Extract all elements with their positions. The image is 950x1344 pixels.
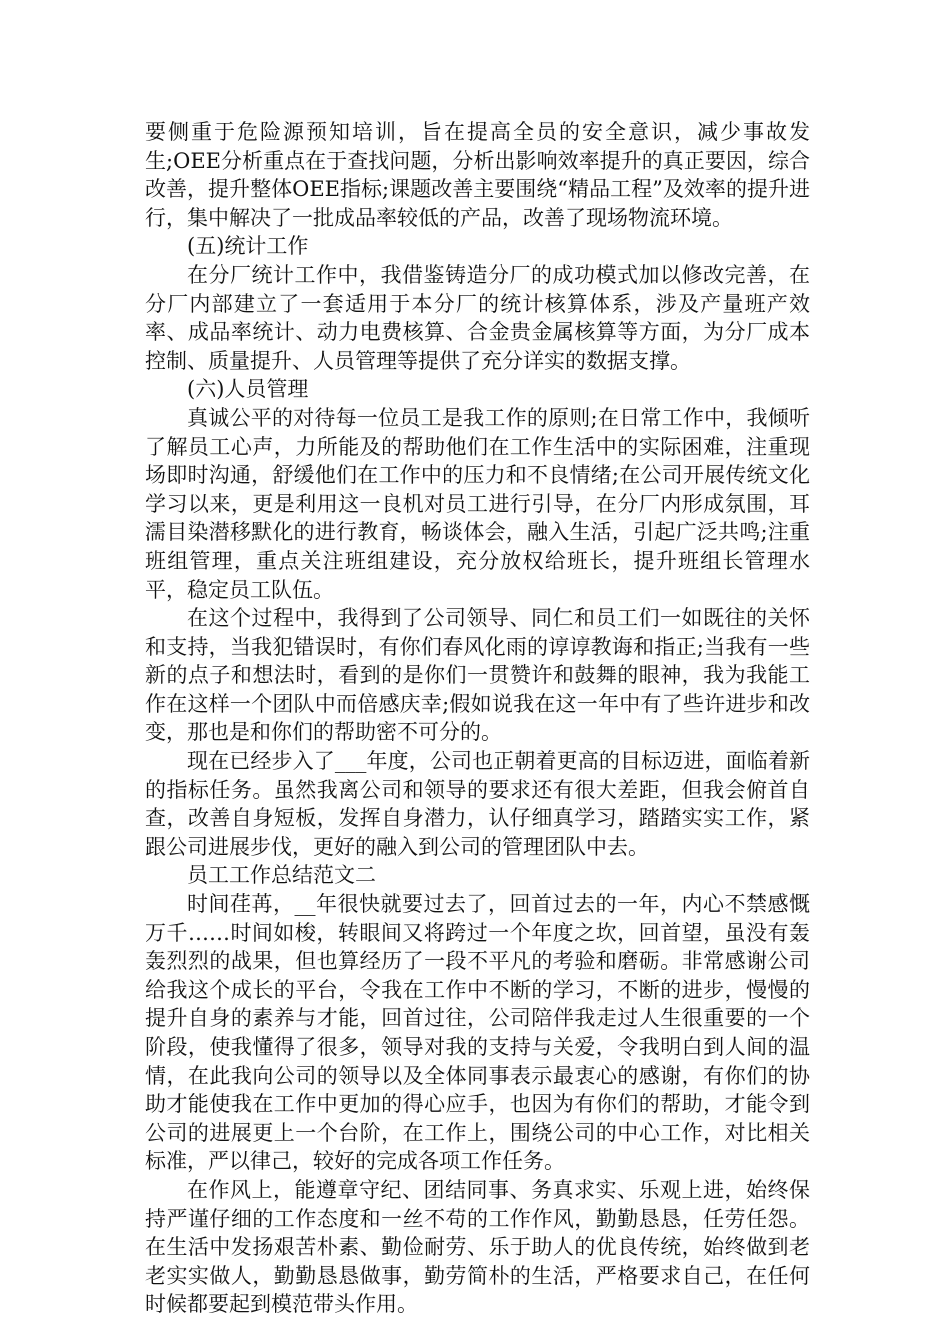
paragraph-safety-training: 要侧重于危险源预知培训，旨在提高全员的安全意识，减少事故发生;OEE分析重点在于查找问题，分析出影响效率提升的真正要因，综合改善，提升整体OEE指标;课题改善主要围绕“精品工程”及效率的提升进行，集中解决了一批成品率较低的产品，改善了现场物流环境。 — [145, 120, 810, 230]
document-page — [145, 118, 810, 1319]
paragraph-work-style: 在作风上，能遵章守纪、团结同事、务真求实、乐观上进，始终保持严谨仔细的工作态度和一丝不苟的工作作风，勤勤恳恳，任劳任怨。在生活中发扬艰苦朴素、勤俭耐劳、乐于助人的优良传统，始终做到老老实实做人，勤勤恳恳做事，勤劳简朴的生活，严格要求自己，在任何时候都要起到模范带头作用。 — [145, 1177, 810, 1317]
paragraph-year-review: 时间荏苒，__年很快就要过去了，回首过去的一年，内心不禁感慨万千……时间如梭，转眼间又将跨过一个年度之坎，回首望，虽没有轰轰烈烈的战果，但也算经历了一段不平凡的考验和磨砺。非常感谢公司给我这个成长的平台，令我在工作中不断的学习，不断的进步，慢慢的提升自身的素养与才能，回首过往，公司陪伴我走过人生很重要的一个阶段，使我懂得了很多，领导对我的支持与关爱，令我明白到人间的温情，在此我向公司的领导以及全体同事表示最衷心的感谢，有你们的协助才能使我在工作中更加的得心应手，也因为有你们的帮助，才能令到公司的进展更上一个台阶，在工作上，围绕公司的中心工作，对比相关标准，严以律己，较好的完成各项工作任务。 — [145, 892, 810, 1174]
section-heading-sample-two: 员工工作总结范文二 — [187, 863, 376, 888]
section-heading-personnel: (六)人员管理 — [187, 377, 309, 402]
paragraph-personnel: 真诚公平的对待每一位员工是我工作的原则;在日常工作中，我倾听了解员工心声，力所能及的帮助他们在工作生活中的实际困难，注重现场即时沟通，舒缓他们在工作中的压力和不良情绪;在公司开展传统文化学习以来，更是利用这一良机对员工进行引导，在分厂内形成氛围，耳濡目染潜移默化的进行教育，畅谈体会，融入生活，引起广泛共鸣;注重班组管理，重点关注班组建设，充分放权给班长，提升班组长管理水平，稳定员工队伍。 — [145, 405, 810, 602]
paragraph-outlook: 现在已经步入了___年度，公司也正朝着更高的目标迈进，面临着新的指标任务。虽然我离公司和领导的要求还有很大差距，但我会俯首自查，改善自身短板，发挥自身潜力，认仔细真学习，踏踏实实工作，紧跟公司进展步伐，更好的融入到公司的管理团队中去。 — [145, 749, 810, 859]
section-heading-statistics: (五)统计工作 — [187, 234, 309, 259]
paragraph-statistics: 在分厂统计工作中，我借鉴铸造分厂的成功模式加以修改完善，在分厂内部建立了一套适用于本分厂的统计核算体系，涉及产量班产效率、成品率统计、动力电费核算、合金贵金属核算等方面，为分厂成本控制、质量提升、人员管理等提供了充分详实的数据支撑。 — [145, 262, 810, 373]
paragraph-gratitude: 在这个过程中，我得到了公司领导、同仁和员工们一如既往的关怀和支持，当我犯错误时，有你们春风化雨的谆谆教诲和指正;当我有一些新的点子和想法时，看到的是你们一贯赞许和鼓舞的眼神，我为我能工作在这样一个团队中而倍感庆幸;假如说我在这一年中有了些许进步和改变，那也是和你们的帮助密不可分的。 — [145, 606, 810, 745]
